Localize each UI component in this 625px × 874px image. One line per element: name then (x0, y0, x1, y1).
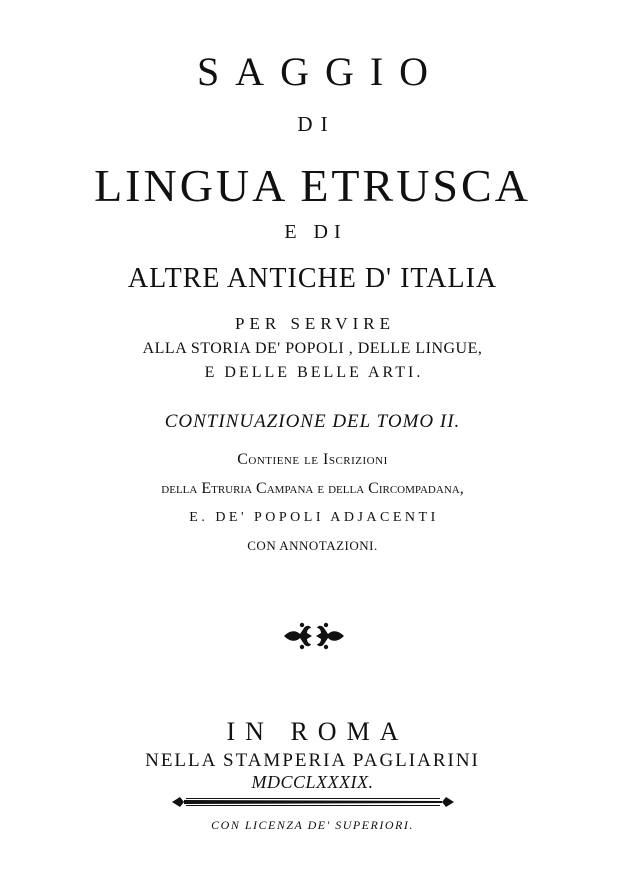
purpose-per-servire: PER SERVIRE (235, 314, 395, 333)
imprint-printer: NELLA STAMPERIA PAGLIARINI (145, 750, 480, 771)
title-altre-antiche: ALTRE ANTICHE D' ITALIA (127, 263, 498, 294)
contents-contiene: Contiene le Iscrizioni (237, 451, 388, 468)
purpose-belle-arti: E DELLE BELLE ARTI. (204, 364, 424, 381)
imprint-place: IN ROMA (226, 717, 409, 746)
contents-etruria: della Etruria Campana e della Circompadana, (161, 480, 464, 497)
imprint-year: MDCCLXXXIX. (251, 772, 374, 792)
title-lingua-etrusca: LINGUA ETRUSCA (94, 160, 531, 211)
purpose-alla-storia: ALLA STORIA DE' POPOLI , DELLE LINGUE, (142, 340, 483, 357)
contents-popoli: E. DE' POPOLI ADJACENTI (189, 510, 439, 525)
continuation-line: CONTINUAZIONE DEL TOMO II. (164, 411, 461, 432)
title-e-di: E DI (284, 221, 347, 243)
contents-annotazioni: CON ANNOTAZIONI. (247, 538, 378, 553)
title-di: DI (297, 112, 336, 136)
imprint-license: CON LICENZA DE' SUPERIORI. (211, 818, 414, 832)
title-saggio: SAGGIO (196, 49, 445, 94)
decorative-rule-icon (172, 795, 454, 809)
fleuron-ornament-icon (282, 616, 346, 656)
